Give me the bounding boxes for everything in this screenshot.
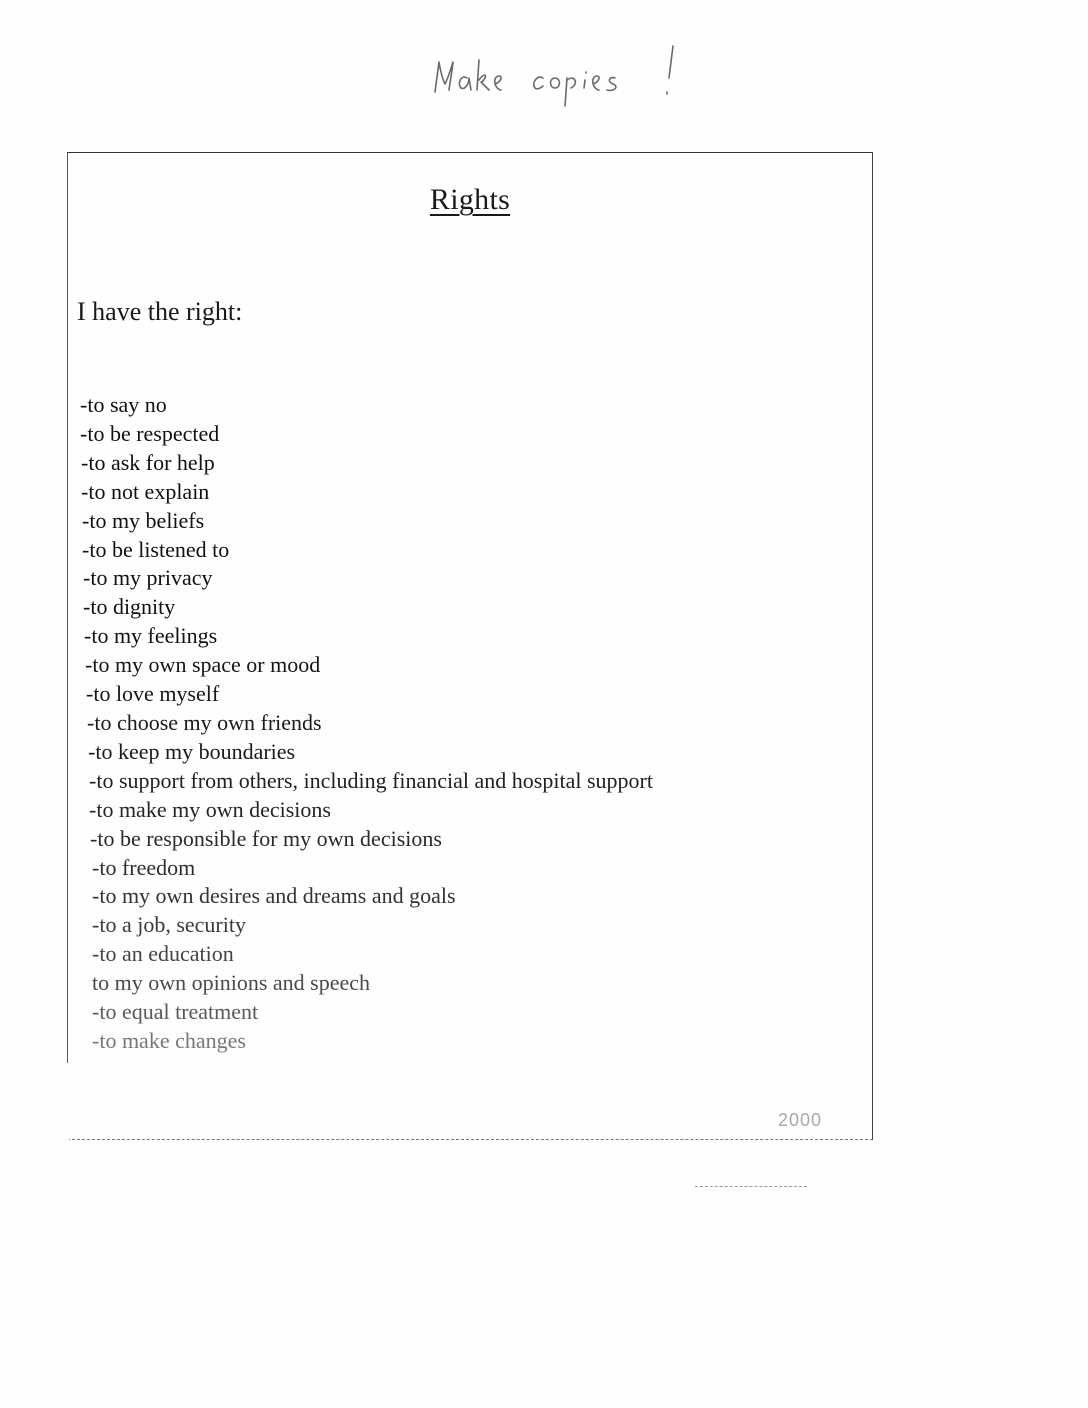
rights-list-item: -to make changes [92, 1027, 246, 1053]
document-title: Rights [429, 183, 511, 216]
rights-list-item: -to be respected [80, 420, 220, 446]
rights-list-item: -to my beliefs [82, 507, 205, 533]
intro-line: I have the right: [77, 297, 243, 326]
rights-list-item: -to choose my own friends [87, 709, 322, 735]
rights-list-item: -to be listened to [82, 536, 230, 562]
rights-list-item: -to be responsible for my own decisions [90, 825, 442, 851]
rights-list-item: -to keep my boundaries [88, 738, 296, 764]
rights-list-item: -to make my own decisions [89, 796, 331, 822]
rights-list-item: -to love myself [86, 681, 220, 707]
rights-list-item: -to equal treatment [92, 999, 259, 1025]
handwriting-scribble [425, 40, 685, 120]
rights-list-item: -to say no [80, 392, 167, 417]
rights-list-item: -to my own space or mood [85, 652, 321, 678]
rights-list-item: -to ask for help [81, 449, 215, 475]
rights-list-item: -to my own desires and dreams and goals [92, 883, 456, 909]
stray-dash-marks [695, 1186, 807, 1187]
rights-list-item: -to my feelings [84, 623, 218, 649]
rights-list-item: -to freedom [92, 854, 196, 880]
rights-list-item: -to support from others, including financial and hospital support [89, 767, 653, 793]
rights-list-item: to my own opinions and speech [92, 970, 371, 996]
faded-corner-mark: 2000 [777, 1110, 822, 1130]
rights-list-item: -to dignity [83, 594, 176, 620]
rights-list-item: -to not explain [81, 478, 210, 504]
rights-list-item: -to a job, security [92, 912, 246, 938]
rights-list-item: -to my privacy [83, 565, 213, 591]
rights-list [80, 391, 653, 1056]
handwritten-note-make-copies [425, 40, 685, 120]
document-frame [67, 152, 873, 1140]
rights-list-item: -to an education [92, 941, 234, 967]
